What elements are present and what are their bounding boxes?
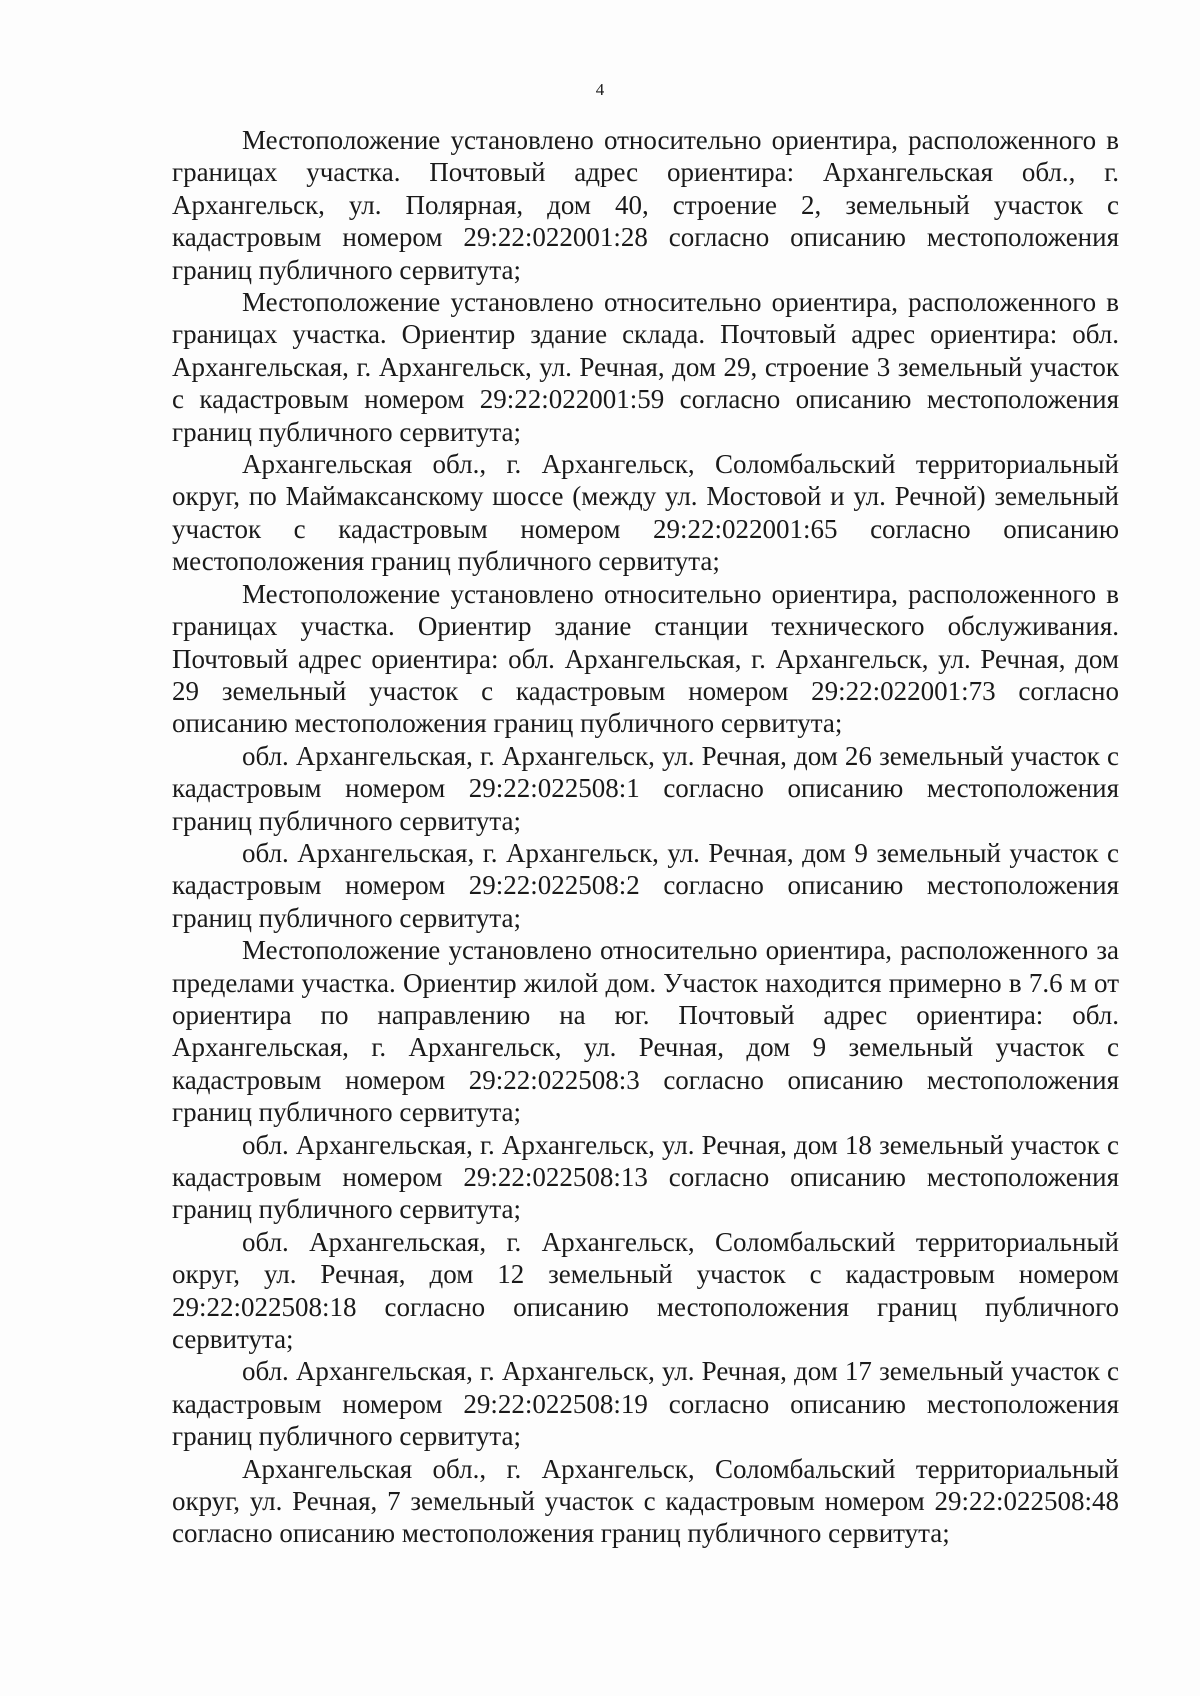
- paragraph-1: Местоположение установлено относительно ориентира, расположенного в границах участка. Почтовый адрес ориентира: Архангельская обл., г. Архангельск, ул. Полярная, дом 40, строение 2, земельный участок с кадастровым номером 29:22:022001:28 согласно описанию местоположения границ публичного сервитута;: [172, 125, 1119, 285]
- paragraph-5: обл. Архангельская, г. Архангельск, ул. Речная, дом 26 земельный участок с кадастровым номером 29:22:022508:1 согласно описанию местоположения границ публичного сервитута;: [172, 740, 1119, 836]
- paragraph-7: Местоположение установлено относительно ориентира, расположенного за пределами участка. Ориентир жилой дом. Участок находится примерно в 7.6 м от ориентира по направлению на юг. Почтовый адрес ориентира: обл. Архангельская, г. Архангельск, ул. Речная, дом 9 земельный участок с кадастровым номером 29:22:022508:3 согласно описанию местоположения границ публичного сервитута;: [172, 935, 1119, 1128]
- document-body: [172, 124, 1119, 1550]
- paragraph-8: обл. Архангельская, г. Архангельск, ул. Речная, дом 18 земельный участок с кадастровым номером 29:22:022508:13 согласно описанию местоположения границ публичного сервитута;: [172, 1129, 1119, 1225]
- page-number: 4: [595, 80, 605, 99]
- paragraph-4: Местоположение установлено относительно ориентира, расположенного в границах участка. Ориентир здание станции технического обслуживания. Почтовый адрес ориентира: обл. Архангельская, г. Архангельск, ул. Речная, дом 29 земельный участок с кадастровым номером 29:22:022001:73 согласно описанию местоположения границ публичного сервитута;: [172, 578, 1119, 739]
- paragraph-10: обл. Архангельская, г. Архангельск, ул. Речная, дом 17 земельный участок с кадастровым номером 29:22:022508:19 согласно описанию местоположения границ публичного сервитута;: [172, 1356, 1119, 1452]
- paragraph-6: обл. Архангельская, г. Архангельск, ул. Речная, дом 9 земельный участок с кадастровым номером 29:22:022508:2 согласно описанию местоположения границ публичного сервитута;: [172, 837, 1119, 933]
- paragraph-2: Местоположение установлено относительно ориентира, расположенного в границах участка. Ориентир здание склада. Почтовый адрес ориентира: обл. Архангельская, г. Архангельск, ул. Речная, дом 29, строение 3 земельный участок с кадастровым номером 29:22:022001:59 согласно описанию местоположения границ публичного сервитута;: [172, 287, 1119, 447]
- paragraph-11: Архангельская обл., г. Архангельск, Соломбальский территориальный округ, ул. Речная, 7 земельный участок с кадастровым номером 29:22:022508:48 согласно описанию местоположения границ публичного сервитута;: [172, 1453, 1119, 1549]
- paragraph-9: обл. Архангельская, г. Архангельск, Соломбальский территориальный округ, ул. Речная, дом 12 земельный участок с кадастровым номером 29:22:022508:18 согласно описанию местоположения границ публичного сервитута;: [172, 1226, 1119, 1355]
- paragraph-3: Архангельская обл., г. Архангельск, Соломбальский территориальный округ, по Маймаксанскому шоссе (между ул. Мостовой и ул. Речной) земельный участок с кадастровым номером 29:22:022001:65 согласно описанию местоположения границ публичного сервитута;: [172, 449, 1119, 577]
